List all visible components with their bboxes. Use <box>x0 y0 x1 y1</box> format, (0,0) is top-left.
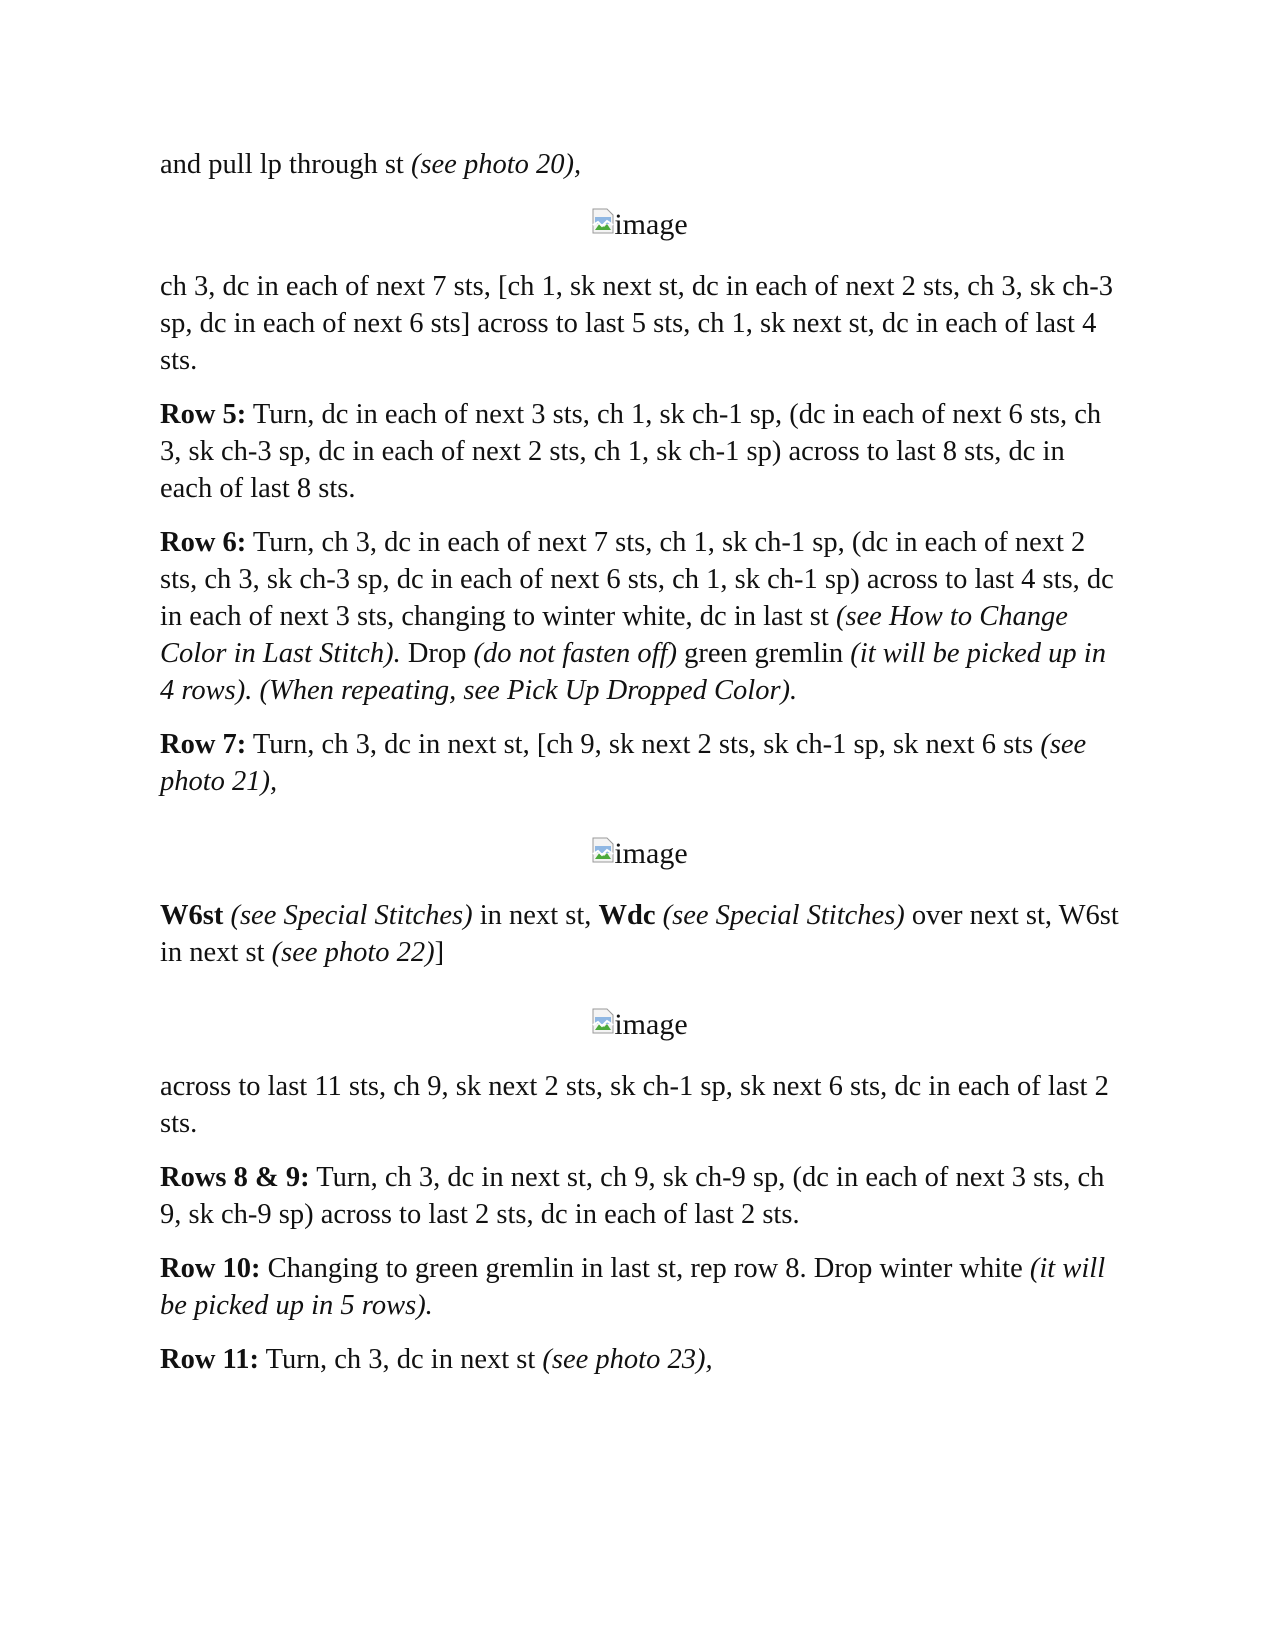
row-label: Rows 8 & 9: <box>160 1162 310 1193</box>
italic-note: (it will be picked up in 4 rows). (When repeating, see Pick Up Dropped Color). <box>160 638 1106 706</box>
text-run: Turn, ch 3, dc in next st, ch 9, sk ch-9 sp, (dc in each of next 3 sts, ch 9, sk ch-9 sp) across to last 2 sts, dc in each of last 2 sts. <box>160 1162 1105 1230</box>
instruction-paragraph <box>160 1250 1120 1324</box>
image-placeholder <box>160 817 1120 891</box>
text-run: ch 3, dc in each of next 7 sts, [ch 1, sk next st, dc in each of next 2 sts, ch 3, sk ch-3 sp, dc in each of next 6 sts] across to last 5 sts, ch 1, sk next st, dc in each of last 4 sts. <box>160 271 1113 376</box>
image-alt-text: image <box>614 837 688 870</box>
image-placeholder <box>160 188 1120 262</box>
row-label: Row 10: <box>160 1253 261 1284</box>
text-run: in next st, <box>472 900 599 931</box>
instruction-paragraph <box>160 1068 1120 1142</box>
instruction-paragraph <box>160 897 1120 971</box>
row-label: Row 5: <box>160 399 247 430</box>
text-run: Turn, ch 3, dc in next st <box>258 1344 543 1375</box>
text-run <box>656 900 663 931</box>
broken-image-icon <box>592 837 614 863</box>
instruction-paragraph <box>160 524 1120 709</box>
italic-note: (see photo 23), <box>542 1344 713 1375</box>
image-placeholder <box>160 988 1120 1062</box>
image-alt-text: image <box>614 208 688 241</box>
broken-image <box>592 207 687 243</box>
instruction-paragraph <box>160 268 1120 379</box>
text-run: Turn, ch 3, dc in each of next 7 sts, ch 1, sk ch-1 sp, (dc in each of next 2 sts, ch 3, sk ch-3 sp, dc in each of next 6 sts, ch 1, sk ch-1 sp) across to last 4 sts, dc in each of next 3 sts, changing to winter white, dc in last st <box>160 527 1114 632</box>
broken-image-icon <box>592 1008 614 1034</box>
row-label: Row 6: <box>160 527 247 558</box>
italic-note: (do not fasten off) <box>473 638 677 669</box>
image-alt-text: image <box>614 1008 688 1041</box>
text-run: green gremlin <box>676 638 851 669</box>
text-run: Drop <box>400 638 474 669</box>
instruction-paragraph <box>160 396 1120 507</box>
italic-note: (see photo 22) <box>271 937 435 968</box>
instruction-paragraph <box>160 726 1120 800</box>
italic-note: (it will be picked up in 5 rows). <box>160 1253 1106 1321</box>
italic-note: (see Special Stitches) <box>662 900 905 931</box>
text-run: ] <box>434 937 445 968</box>
text-run: over next st, W6st in next st <box>160 900 1119 968</box>
broken-image-icon <box>592 208 614 234</box>
text-run: across to last 11 sts, ch 9, sk next 2 sts, sk ch-1 sp, sk next 6 sts, dc in each of last 2 sts. <box>160 1071 1109 1139</box>
italic-note: (see How to Change Color in Last Stitch). <box>160 601 1068 669</box>
broken-image <box>592 836 687 872</box>
instruction-paragraph <box>160 1159 1120 1233</box>
row-label: Row 7: <box>160 729 247 760</box>
row-label: W6st <box>160 900 224 931</box>
italic-note: (see photo 21), <box>160 729 1087 797</box>
row-label: Row 11: <box>160 1344 259 1375</box>
italic-note: (see photo 20), <box>410 149 582 180</box>
row-label: Wdc <box>598 900 656 931</box>
instruction-paragraph <box>160 1341 1120 1378</box>
text-run: Turn, dc in each of next 3 sts, ch 1, sk ch-1 sp, (dc in each of next 6 sts, ch 3, sk ch-3 sp, dc in each of next 2 sts, ch 1, sk ch-1 sp) across to last 8 sts, dc in each of last 8 sts. <box>160 399 1102 504</box>
instruction-paragraph <box>160 146 1120 183</box>
text-run: Changing to green gremlin in last st, rep row 8. Drop winter white <box>260 1253 1030 1284</box>
italic-note: (see Special Stitches) <box>230 900 473 931</box>
text-run: and pull lp through st <box>160 149 411 180</box>
text-run: Turn, ch 3, dc in next st, [ch 9, sk next 2 sts, sk ch-1 sp, sk next 6 sts <box>246 729 1041 760</box>
document-page <box>160 146 1120 1395</box>
broken-image <box>592 1007 687 1043</box>
